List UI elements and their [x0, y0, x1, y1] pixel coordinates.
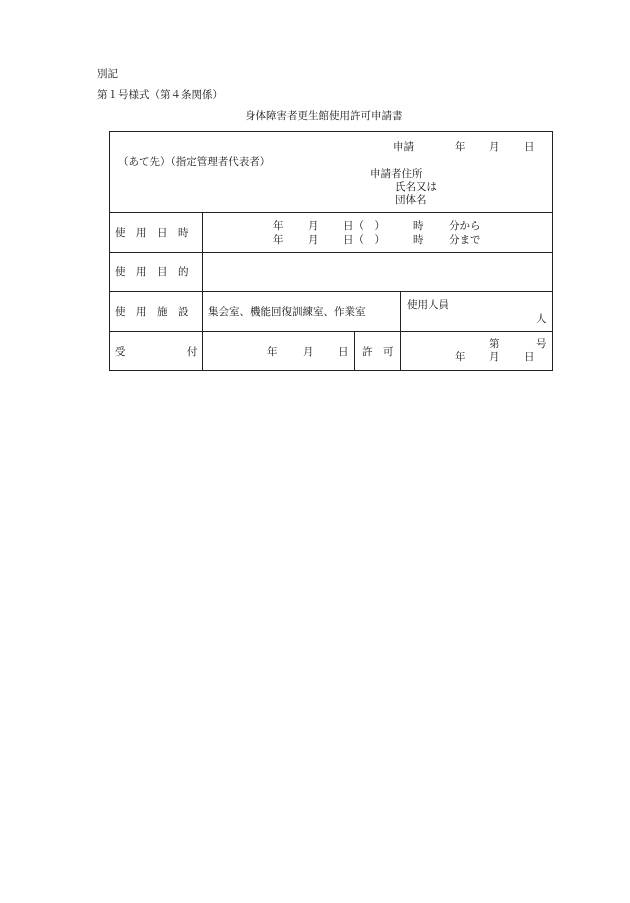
row-divider: [109, 212, 553, 213]
datetime-from-minute: 分から: [449, 220, 481, 232]
datetime-to-day: 日（ ）: [343, 234, 385, 246]
apply-month: 月: [489, 141, 500, 153]
reception-year: 年: [267, 346, 278, 358]
label-column-divider: [202, 212, 203, 371]
apply-label: 申請: [393, 141, 414, 153]
applicant-address-label: 申請者住所: [370, 168, 423, 180]
row-divider: [109, 252, 553, 253]
addressee: （あて先）（指定管理者代表者）: [118, 156, 271, 168]
permit-day: 日: [524, 351, 535, 363]
usage-facility-label: 使 用 施 設: [115, 306, 189, 318]
reception-month: 月: [303, 346, 314, 358]
datetime-from-month: 月: [308, 220, 319, 232]
facility-rooms: 集会室、機能回復訓練室、作業室: [208, 306, 366, 318]
usage-datetime-label: 使 用 日 時: [115, 227, 189, 239]
datetime-to-minute: 分まで: [449, 234, 481, 246]
people-column-divider: [400, 291, 401, 371]
permit-column-divider: [354, 331, 355, 371]
people-unit: 人: [536, 313, 547, 325]
reception-label-left: 受: [115, 346, 126, 358]
datetime-to-month: 月: [308, 234, 319, 246]
permit-number-suffix: 号: [536, 338, 547, 350]
applicant-name-label: 氏名又は: [395, 181, 437, 193]
permit-number-prefix: 第: [489, 338, 500, 350]
permit-label: 許 可: [362, 346, 394, 358]
row-divider: [109, 291, 553, 292]
usage-purpose-label: 使 用 目 的: [115, 266, 189, 278]
permit-month: 月: [489, 351, 500, 363]
reception-label-right: 付: [187, 346, 198, 358]
form-number: 第１号様式（第４条関係）: [97, 89, 223, 101]
apply-year: 年: [455, 141, 466, 153]
applicant-group-label: 団体名: [395, 194, 427, 206]
people-count-label: 使用人員: [407, 299, 449, 311]
datetime-from-year: 年: [273, 220, 284, 232]
annex-label: 別記: [97, 68, 118, 80]
row-divider: [109, 331, 553, 332]
datetime-to-year: 年: [273, 234, 284, 246]
datetime-from-hour: 時: [413, 220, 424, 232]
permit-year: 年: [455, 351, 466, 363]
datetime-to-hour: 時: [413, 234, 424, 246]
apply-day: 日: [524, 141, 535, 153]
reception-day: 日: [338, 346, 349, 358]
datetime-from-day: 日（ ）: [343, 220, 385, 232]
page-title: 身体障害者更生館使用許可申請書: [245, 110, 403, 122]
